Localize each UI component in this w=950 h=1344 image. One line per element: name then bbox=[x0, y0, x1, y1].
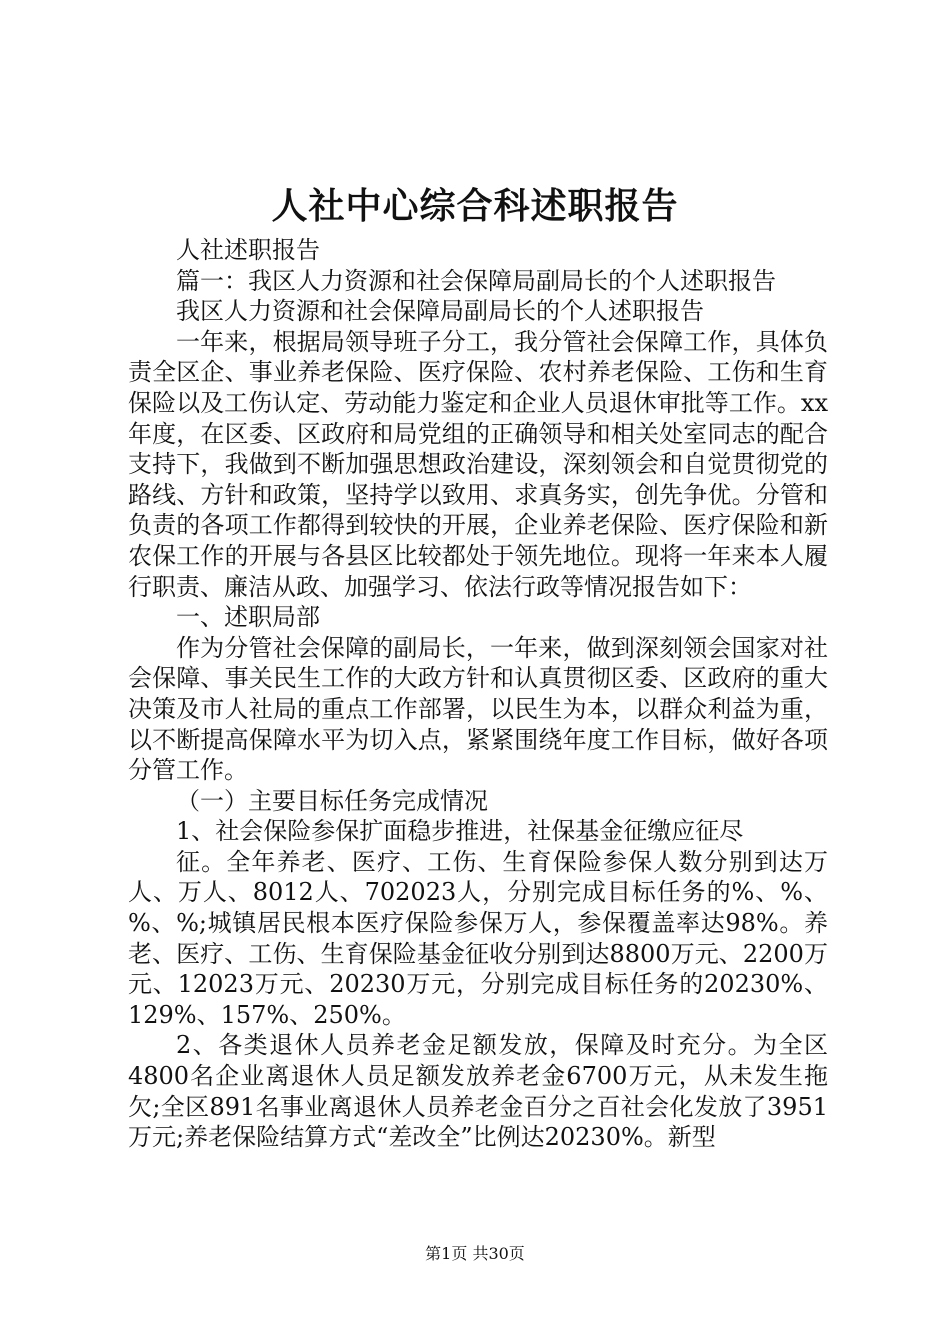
paragraph: 1、社会保险参保扩面稳步推进，社保基金征缴应征尽 bbox=[176, 817, 744, 846]
paragraph: 作为分管社会保障的副局长，一年来，做到深刻领会国家对社会保障、事关民生工作的大政方针和认真贯彻区委、区政府的重大决策及市人社局的重点工作部署，以民生为本，以群众利益为重，以不断提高保障水平为切入点，紧紧围绕年度工作目标，做好各项分管工作。 bbox=[128, 633, 828, 785]
paragraph: 一年来，根据局领导班子分工，我分管社会保障工作，具体负责全区企、事业养老保险、医疗保险、农村养老保险、工伤和生育保险以及工伤认定、劳动能力鉴定和企业人员退休审批等工作。xx年度，在区委、区政府和局党组的正确领导和相关处室同志的配合支持下，我做到不断加强思想政治建设，深刻领会和自觉贯彻党的路线、方针和政策，坚持学以致用、求真务实，创先争优。分管和负责的各项工作都得到较快的开展，企业养老保险、医疗保险和新农保工作的开展与各县区比较都处于领先地位。现将一年来本人履行职责、廉洁从政、加强学习、依法行政等情况报告如下： bbox=[128, 327, 828, 601]
paragraph: 2、各类退休人员养老金足额发放，保障及时充分。为全区4800名企业离退休人员足额发放养老金6700万元，从未发生拖欠;全区891名事业离退休人员养老金百分之百社会化发放了3951万元;养老保险结算方式“差改全”比例达20230%。新型 bbox=[128, 1031, 828, 1152]
paragraph: 我区人力资源和社会保障局副局长的个人述职报告 bbox=[176, 297, 704, 326]
paragraph: 一、述职局部 bbox=[176, 603, 320, 632]
document-body bbox=[128, 235, 828, 1153]
paragraph: 人社述职报告 bbox=[176, 236, 320, 264]
paragraph: 篇一：我区人力资源和社会保障局副局长的个人述职报告 bbox=[176, 266, 776, 295]
page-footer: 第1页 共30页 bbox=[425, 1244, 525, 1263]
paragraph: （一）主要目标任务完成情况 bbox=[176, 786, 488, 815]
document-title: 人社中心综合科述职报告 bbox=[271, 185, 679, 227]
paragraph: 征。全年养老、医疗、工伤、生育保险参保人数分别到达万人、万人、8012人、702023人，分别完成目标任务的%、%、%、%;城镇居民根本医疗保险参保万人，参保覆盖率达98%。养老、医疗、工伤、生育保险基金征收分别到达8800万元、2200万元、12023万元、20230万元，分别完成目标任务的20230%、129%、157%、250%。 bbox=[128, 847, 828, 1029]
